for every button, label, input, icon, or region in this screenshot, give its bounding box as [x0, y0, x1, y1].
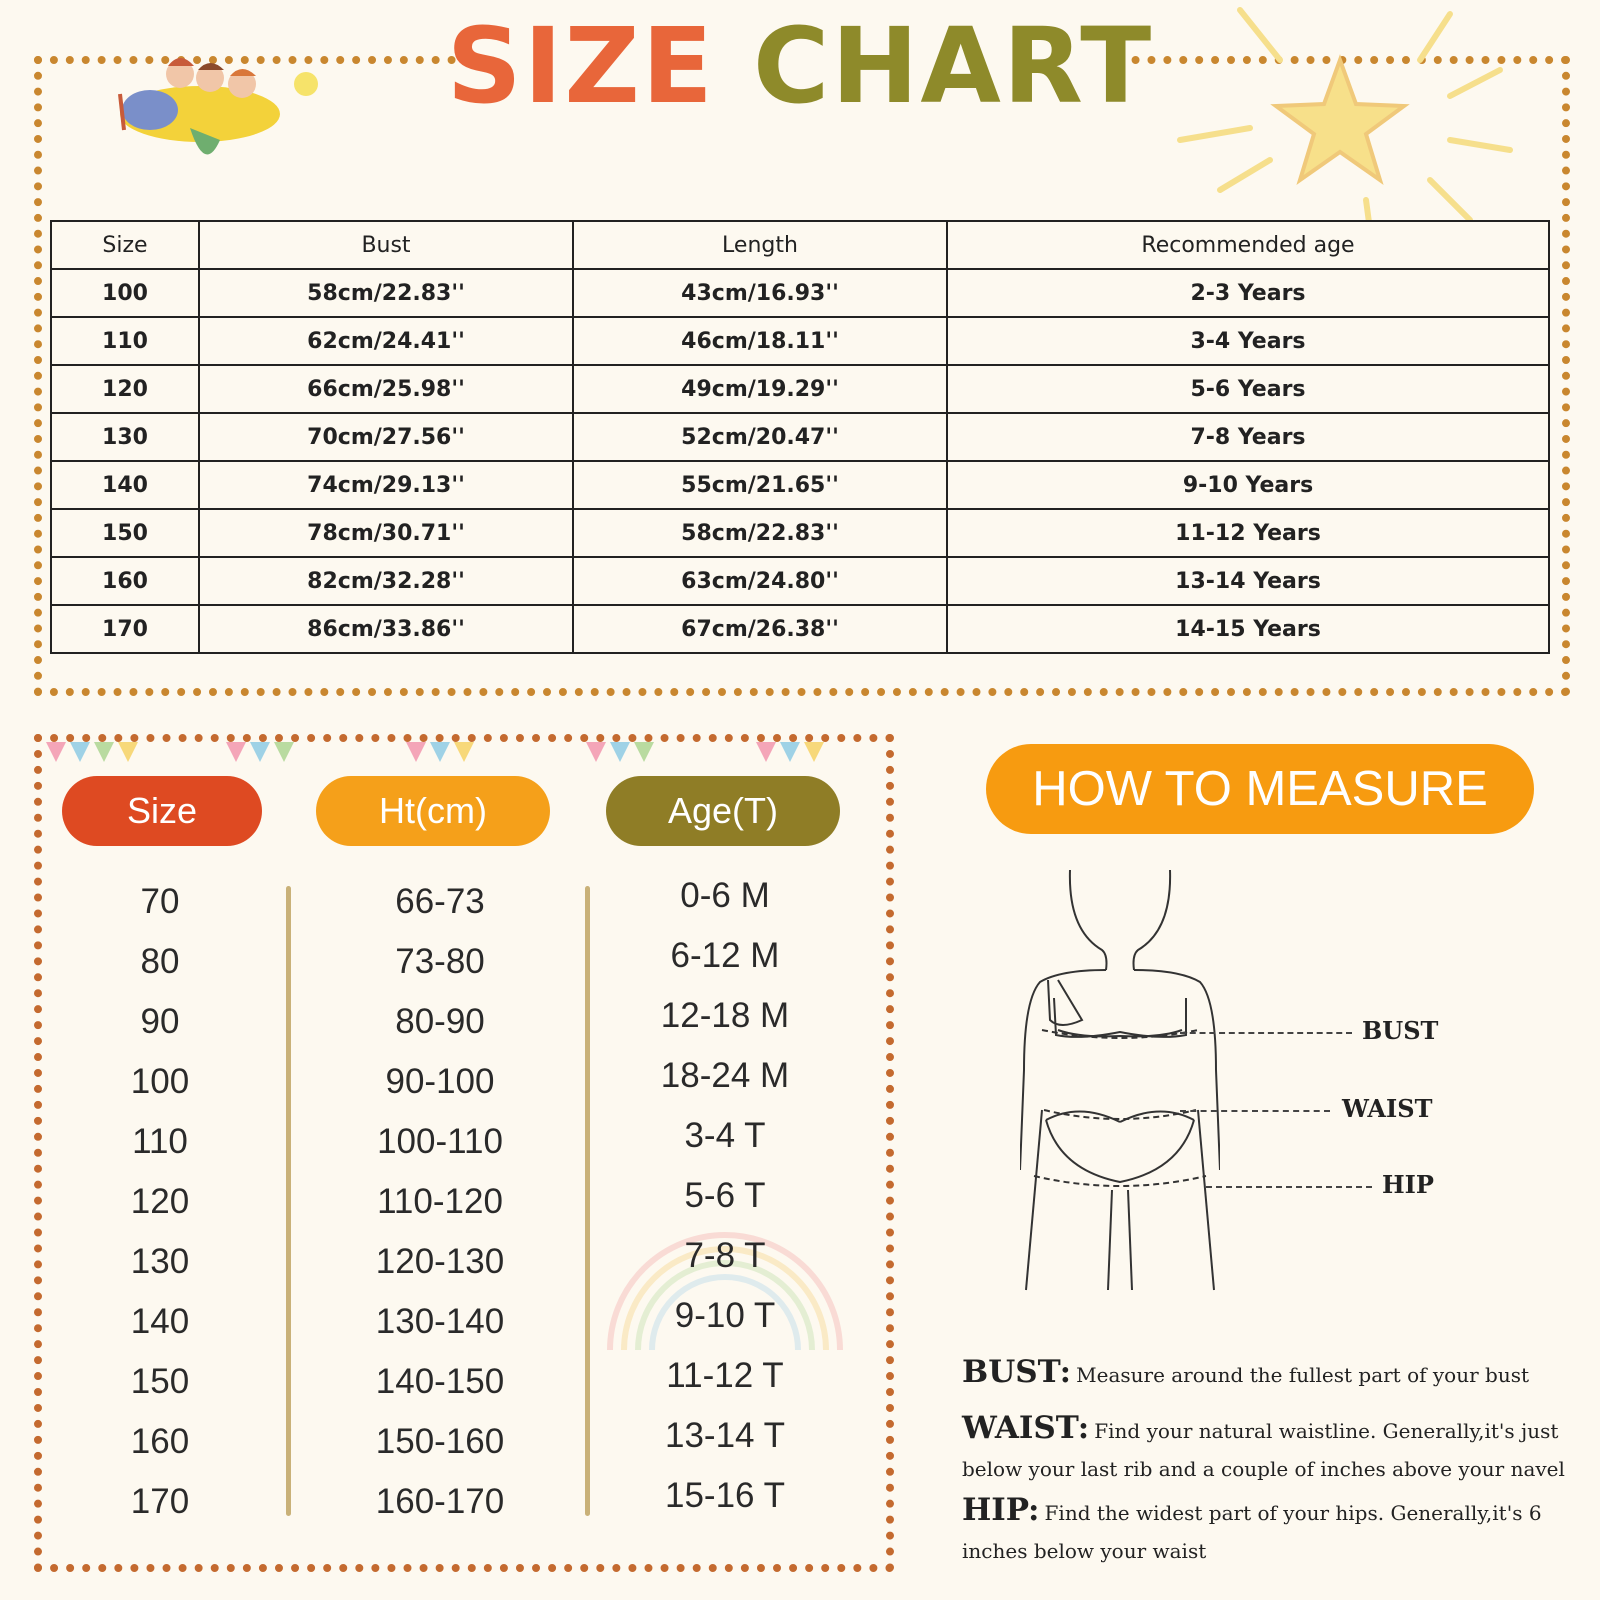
bust-instruction-key: BUST:	[962, 1354, 1072, 1390]
list-item: 18-24 M	[660, 1056, 790, 1095]
cell-size: 160	[51, 557, 199, 605]
hip-instruction-text: Find the widest part of your hips. Generally,it's 6 inches below your waist	[962, 1501, 1542, 1563]
star-icon	[1160, 0, 1580, 240]
list-item: 12-18 M	[660, 996, 790, 1035]
waist-instruction	[962, 1410, 1582, 1489]
cell-size: 150	[51, 509, 199, 557]
hip-instruction-key: HIP:	[962, 1492, 1040, 1528]
cell-length: 43cm/16.93''	[573, 269, 947, 317]
title-part-2: CHART	[753, 5, 1154, 127]
cell-bust: 82cm/32.28''	[199, 557, 573, 605]
list-item: 140	[130, 1302, 190, 1341]
list-item: 170	[130, 1482, 190, 1521]
list-item: 90-100	[385, 1062, 495, 1101]
list-item: 73-80	[395, 942, 485, 981]
table-header-row	[51, 221, 1549, 269]
header-size: Size	[51, 221, 199, 269]
list-item: 100-110	[377, 1122, 503, 1161]
cell-length: 63cm/24.80''	[573, 557, 947, 605]
cell-bust: 66cm/25.98''	[199, 365, 573, 413]
cell-size: 120	[51, 365, 199, 413]
list-item: 130-140	[375, 1302, 505, 1341]
bunting-decoration	[46, 742, 876, 772]
cell-bust: 78cm/30.71''	[199, 509, 573, 557]
table-row	[51, 605, 1549, 653]
cell-size: 130	[51, 413, 199, 461]
list-item: 120-130	[375, 1242, 505, 1281]
waist-instruction-text: Find your natural waistline. Generally,it's just below your last rib and a couple of inches above your navel	[962, 1419, 1565, 1481]
list-item: 140-150	[375, 1362, 505, 1401]
bust-label: BUST	[1362, 1016, 1439, 1045]
cell-bust: 62cm/24.41''	[199, 317, 573, 365]
cell-length: 46cm/18.11''	[573, 317, 947, 365]
cell-age: 5-6 Years	[947, 365, 1549, 413]
cell-length: 55cm/21.65''	[573, 461, 947, 509]
cell-size: 110	[51, 317, 199, 365]
list-item: 90	[140, 1002, 180, 1041]
cell-age: 11-12 Years	[947, 509, 1549, 557]
cell-age: 7-8 Years	[947, 413, 1549, 461]
table-row	[51, 413, 1549, 461]
cell-length: 49cm/19.29''	[573, 365, 947, 413]
bust-instruction-text: Measure around the fullest part of your bust	[1076, 1363, 1529, 1387]
size-column	[100, 872, 220, 1532]
list-item: 150-160	[375, 1422, 505, 1461]
list-item: 5-6 T	[684, 1176, 766, 1215]
cell-bust: 70cm/27.56''	[199, 413, 573, 461]
list-item: 0-6 M	[680, 876, 770, 915]
waist-guide-line	[1180, 1110, 1330, 1112]
list-item: 13-14 T	[665, 1416, 785, 1455]
list-item: 9-10 T	[674, 1296, 776, 1335]
cell-length: 58cm/22.83''	[573, 509, 947, 557]
table-row	[51, 557, 1549, 605]
list-item: 80-90	[395, 1002, 485, 1041]
bust-guide-line	[1180, 1032, 1352, 1034]
cell-size: 170	[51, 605, 199, 653]
cell-age: 14-15 Years	[947, 605, 1549, 653]
list-item: 7-8 T	[684, 1236, 766, 1275]
list-item: 110	[132, 1122, 188, 1161]
height-column-header: Ht(cm)	[316, 776, 550, 846]
table-row	[51, 461, 1549, 509]
list-item: 160	[130, 1422, 190, 1461]
title-part-1: SIZE	[446, 5, 715, 127]
airplane-kids-illustration	[110, 44, 330, 184]
cell-length: 52cm/20.47''	[573, 413, 947, 461]
table-row	[51, 269, 1549, 317]
waist-label: WAIST	[1342, 1094, 1433, 1123]
hip-label: HIP	[1382, 1170, 1434, 1199]
table-row	[51, 365, 1549, 413]
header-recommended-age: Recommended age	[947, 221, 1549, 269]
waist-instruction-key: WAIST:	[962, 1410, 1090, 1446]
body-outline-illustration	[1020, 870, 1220, 1320]
how-to-measure-title: HOW TO MEASURE	[986, 744, 1534, 834]
list-item: 11-12 T	[666, 1356, 784, 1395]
list-item: 150	[130, 1362, 190, 1401]
size-column-header: Size	[62, 776, 262, 846]
list-item: 70	[140, 882, 180, 921]
hip-instruction	[962, 1492, 1582, 1571]
list-item: 120	[130, 1182, 190, 1221]
list-item: 80	[140, 942, 180, 981]
age-column	[620, 866, 830, 1526]
list-item: 3-4 T	[684, 1116, 766, 1155]
cell-bust: 86cm/33.86''	[199, 605, 573, 653]
cell-bust: 74cm/29.13''	[199, 461, 573, 509]
table-row	[51, 317, 1549, 365]
table-row	[51, 509, 1549, 557]
header-bust: Bust	[199, 221, 573, 269]
list-item: 15-16 T	[665, 1476, 785, 1515]
column-divider	[585, 886, 590, 1516]
cell-bust: 58cm/22.83''	[199, 269, 573, 317]
cell-size: 100	[51, 269, 199, 317]
list-item: 66-73	[395, 882, 485, 921]
cell-age: 9-10 Years	[947, 461, 1549, 509]
height-column	[340, 872, 540, 1532]
list-item: 110-120	[377, 1182, 503, 1221]
header-length: Length	[573, 221, 947, 269]
size-table	[50, 220, 1550, 654]
bust-instruction	[962, 1354, 1582, 1390]
list-item: 100	[130, 1062, 190, 1101]
list-item: 6-12 M	[670, 936, 780, 975]
cell-size: 140	[51, 461, 199, 509]
column-divider	[286, 886, 291, 1516]
hip-guide-line	[1206, 1186, 1372, 1188]
cell-age: 2-3 Years	[947, 269, 1549, 317]
list-item: 160-170	[375, 1482, 505, 1521]
cell-age: 3-4 Years	[947, 317, 1549, 365]
age-column-header: Age(T)	[606, 776, 840, 846]
list-item: 130	[130, 1242, 190, 1281]
cell-age: 13-14 Years	[947, 557, 1549, 605]
cell-length: 67cm/26.38''	[573, 605, 947, 653]
